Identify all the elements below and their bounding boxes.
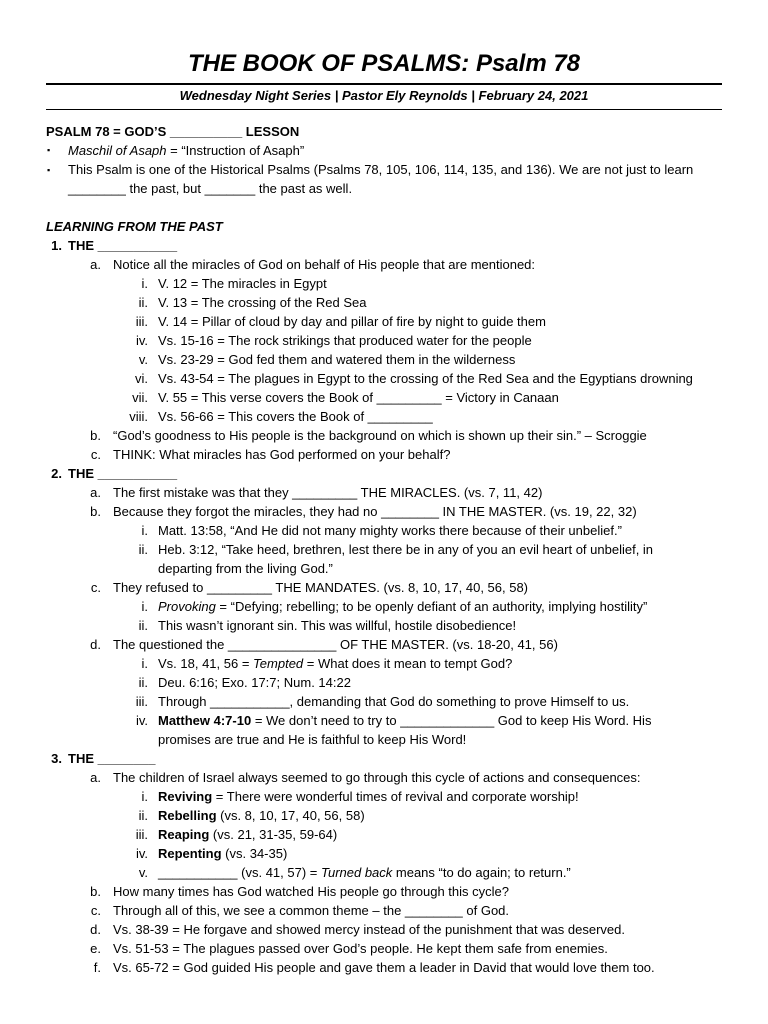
s2-d-iv-bold: Matthew 4:7-10 <box>158 713 252 728</box>
list-marker: i. <box>141 656 148 671</box>
intro-bullet-1-italic: Maschil of Asaph <box>68 143 167 158</box>
s3-a: The children of Israel always seemed to go through this cycle of actions and consequences: <box>113 770 641 785</box>
s1-c: THINK: What miracles has God performed on your behalf? <box>113 447 451 462</box>
s1-a-vi: Vs. 43-54 = The plagues in Egypt to the crossing of the Red Sea and the Egyptians drowning <box>158 371 693 386</box>
list-number: 3. <box>51 751 62 766</box>
intro-heading: PSALM 78 = GOD’S __________ LESSON <box>46 124 300 139</box>
s2-b-ii-line-2: departing from the living God.” <box>158 561 333 576</box>
s3-c: Through all of this, we see a common theme – the ________ of God. <box>113 903 510 918</box>
s3-a-ii <box>158 807 365 825</box>
subtitle-rule <box>46 109 722 110</box>
s3-f: Vs. 65-72 = God guided His people and gave them a leader in David that would love them too. <box>113 960 655 975</box>
s2-title: THE ___________ <box>68 466 178 481</box>
s1-a-v: Vs. 23-29 = God fed them and watered them in the wilderness <box>158 352 516 367</box>
list-marker: d. <box>90 637 101 652</box>
bullet-icon: ▪ <box>47 145 51 155</box>
list-marker: i. <box>141 599 148 614</box>
s2-d-i-italic: Tempted <box>253 656 304 671</box>
s2-c-i <box>158 598 647 616</box>
s3-a-iv-bold: Repenting <box>158 846 222 861</box>
s2-d-iv-rest: = We don’t need to try to _____________ God to keep His Word. His <box>251 713 652 728</box>
s2-d-ii: Deu. 6:16; Exo. 17:7; Num. 14:22 <box>158 675 351 690</box>
list-marker: c. <box>90 580 101 595</box>
section-heading: LEARNING FROM THE PAST <box>46 219 223 234</box>
s3-a-v-pre: ___________ (vs. 41, 57) = <box>158 865 321 880</box>
list-marker: ii. <box>138 675 148 690</box>
s2-d-iv-line-2: promises are true and He is faithful to keep His Word! <box>158 732 467 747</box>
page-subtitle: Wednesday Night Series | Pastor Ely Reynolds | February 24, 2021 <box>179 88 589 103</box>
intro-bullet-2-line-1: This Psalm is one of the Historical Psalms (Psalms 78, 105, 106, 114, 135, and 136). We are not just to learn <box>68 162 694 177</box>
list-marker: c. <box>90 903 101 918</box>
s2-b: Because they forgot the miracles, they had no ________ IN THE MASTER. (vs. 19, 22, 32) <box>113 504 637 519</box>
s3-a-ii-bold: Rebelling <box>158 808 217 823</box>
s2-d-i-pre: Vs. 18, 41, 56 = <box>158 656 254 671</box>
s3-a-iii <box>158 826 337 844</box>
list-marker: a. <box>90 257 101 272</box>
s1-a-iii: V. 14 = Pillar of cloud by day and pillar of fire by night to guide them <box>158 314 546 329</box>
s1-a-vii: V. 55 = This verse covers the Book of _________ = Victory in Canaan <box>158 390 559 405</box>
list-marker: d. <box>90 922 101 937</box>
list-marker: e. <box>90 941 101 956</box>
intro-bullet-2-line-2: ________ the past, but _______ the past as well. <box>68 181 353 196</box>
list-marker: iv. <box>135 333 148 348</box>
list-marker: ii. <box>138 542 148 557</box>
s3-a-iv <box>158 845 287 863</box>
list-marker: b. <box>90 504 101 519</box>
s3-e: Vs. 51-53 = The plagues passed over God’s people. He kept them safe from enemies. <box>113 941 608 956</box>
s3-a-iii-bold: Reaping <box>158 827 210 842</box>
list-marker: a. <box>90 485 101 500</box>
s2-d-i-rest: = What does it mean to tempt God? <box>303 656 513 671</box>
list-number: 2. <box>51 466 62 481</box>
list-marker: ii. <box>138 808 148 823</box>
s3-a-i-bold: Reviving <box>158 789 213 804</box>
s1-a: Notice all the miracles of God on behalf of His people that are mentioned: <box>113 257 536 272</box>
list-marker: f. <box>93 960 101 975</box>
s3-a-iv-rest: (vs. 34-35) <box>221 846 288 861</box>
s2-d-iv <box>158 712 651 730</box>
s3-a-v-italic: Turned back <box>320 865 393 880</box>
s1-a-i: V. 12 = The miracles in Egypt <box>158 276 327 291</box>
s2-a: The first mistake was that they _________ THE MIRACLES. (vs. 7, 11, 42) <box>113 485 543 500</box>
list-marker: a. <box>90 770 101 785</box>
s3-a-i <box>158 788 579 806</box>
list-marker: v. <box>138 352 148 367</box>
s3-a-i-rest: = There were wonderful times of revival and corporate worship! <box>212 789 579 804</box>
list-marker: viii. <box>129 409 148 424</box>
list-marker: iii. <box>135 694 148 709</box>
list-marker: ii. <box>138 618 148 633</box>
intro-bullet-1-rest: = “Instruction of Asaph” <box>166 143 305 158</box>
page-title: THE BOOK OF PSALMS: Psalm 78 <box>187 50 581 77</box>
title-rule <box>46 83 722 85</box>
s2-c-i-italic: Provoking <box>158 599 216 614</box>
list-marker: i. <box>141 789 148 804</box>
list-marker: i. <box>141 523 148 538</box>
list-marker: i. <box>141 276 148 291</box>
list-marker: v. <box>138 865 148 880</box>
s1-a-ii: V. 13 = The crossing of the Red Sea <box>158 295 367 310</box>
list-marker: vi. <box>135 371 148 386</box>
s1-b: “God’s goodness to His people is the background on which is shown up their sin.” – Scroggie <box>113 428 647 443</box>
s3-d: Vs. 38-39 = He forgave and showed mercy instead of the punishment that was deserved. <box>113 922 625 937</box>
s2-d-i <box>158 655 512 673</box>
list-marker: b. <box>90 884 101 899</box>
s3-a-v <box>158 864 571 882</box>
list-marker: iii. <box>135 827 148 842</box>
s3-title: THE ________ <box>68 751 156 766</box>
s3-a-ii-rest: (vs. 8, 10, 17, 40, 56, 58) <box>216 808 365 823</box>
s2-c-ii: This wasn’t ignorant sin. This was willful, hostile disobedience! <box>158 618 517 633</box>
list-marker: c. <box>90 447 101 462</box>
list-marker: iv. <box>135 713 148 728</box>
s2-b-i: Matt. 13:58, “And He did not many mighty works there because of their unbelief.” <box>158 523 622 538</box>
s1-a-viii: Vs. 56-66 = This covers the Book of _________ <box>158 409 433 424</box>
list-marker: b. <box>90 428 101 443</box>
s1-title: THE ___________ <box>68 238 178 253</box>
list-marker: iii. <box>135 314 148 329</box>
list-marker: vii. <box>132 390 148 405</box>
list-marker: ii. <box>138 295 148 310</box>
bullet-icon: ▪ <box>47 165 51 175</box>
s3-a-iii-rest: (vs. 21, 31-35, 59-64) <box>209 827 338 842</box>
s2-d-iii: Through ___________, demanding that God do something to prove Himself to us. <box>158 694 630 709</box>
s2-c-i-rest: = “Defying; rebelling; to be openly defiant of an authority, implying hostility” <box>215 599 648 614</box>
s2-d: The questioned the _______________ OF THE MASTER. (vs. 18-20, 41, 56) <box>113 637 558 652</box>
intro-bullet-1 <box>68 142 304 160</box>
s2-c: They refused to _________ THE MANDATES. (vs. 8, 10, 17, 40, 56, 58) <box>113 580 529 595</box>
list-marker: iv. <box>135 846 148 861</box>
s2-b-ii-line-1: Heb. 3:12, “Take heed, brethren, lest there be in any of you an evil heart of unbelief, in <box>158 542 654 557</box>
s1-a-iv: Vs. 15-16 = The rock strikings that produced water for the people <box>158 333 532 348</box>
s3-b: How many times has God watched His people go through this cycle? <box>113 884 509 899</box>
list-number: 1. <box>51 238 62 253</box>
s3-a-v-rest: means “to do again; to return.” <box>392 865 571 880</box>
